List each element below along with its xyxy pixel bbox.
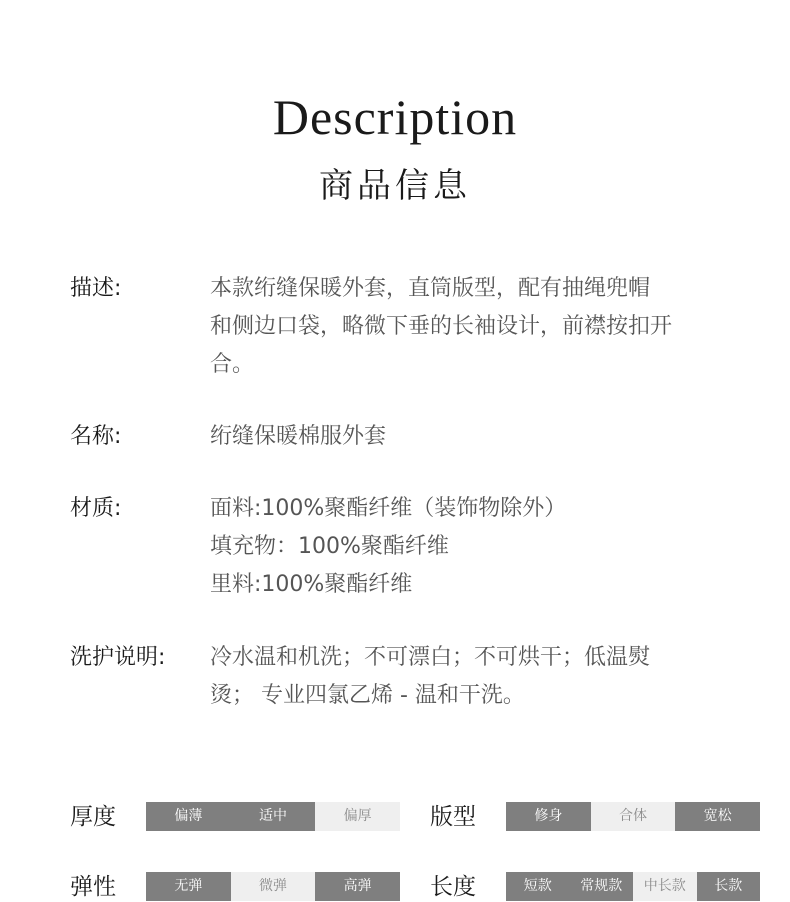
fit-scale (506, 802, 760, 831)
length-option: 短款 (506, 872, 570, 901)
thickness-option-selected: 偏厚 (315, 802, 400, 831)
info-label: 描述: (70, 276, 122, 301)
thickness-option: 偏薄 (146, 802, 231, 831)
info-line: 里料:100%聚酯纤维 (210, 572, 413, 597)
page-title-english: Description (272, 89, 518, 145)
length-label: 长度 (430, 874, 476, 900)
fit-option-selected: 合体 (591, 802, 676, 831)
info-value (210, 490, 740, 604)
elasticity-label: 弹性 (70, 874, 116, 900)
length-option-selected: 中长款 (633, 872, 697, 901)
info-value (210, 270, 740, 384)
info-line: 本款绗缝保暖外套，直筒版型，配有抽绳兜帽 (210, 276, 651, 301)
info-line: 和侧边口袋，略微下垂的长袖设计，前襟按扣开 (210, 314, 673, 339)
elasticity-scale (146, 872, 400, 901)
info-line: 面料:100%聚酯纤维（装饰物除外） (210, 496, 567, 521)
info-label: 洗护说明: (70, 645, 166, 670)
elasticity-option: 高弹 (315, 872, 400, 901)
fit-label: 版型 (430, 804, 476, 830)
fit-option: 宽松 (675, 802, 760, 831)
info-label: 名称: (70, 424, 122, 449)
thickness-label: 厚度 (70, 804, 116, 830)
page-title-chinese: 商品信息 (319, 166, 471, 206)
fit-option: 修身 (506, 802, 591, 831)
length-scale (506, 872, 760, 901)
info-value (210, 418, 740, 456)
length-option: 常规款 (570, 872, 634, 901)
thickness-scale (146, 802, 400, 831)
info-line: 填充物：100%聚酯纤维 (210, 534, 449, 559)
thickness-option: 适中 (231, 802, 316, 831)
info-line: 绗缝保暖棉服外套 (210, 424, 387, 449)
info-line: 合。 (210, 352, 255, 377)
info-value (210, 639, 740, 715)
info-label: 材质: (70, 496, 122, 521)
info-line: 烫； 专业四氯乙烯 - 温和干洗。 (210, 683, 525, 708)
elasticity-option-selected: 微弹 (231, 872, 316, 901)
elasticity-option: 无弹 (146, 872, 231, 901)
info-line: 冷水温和机洗；不可漂白；不可烘干；低温熨 (210, 645, 651, 670)
length-option: 长款 (697, 872, 761, 901)
